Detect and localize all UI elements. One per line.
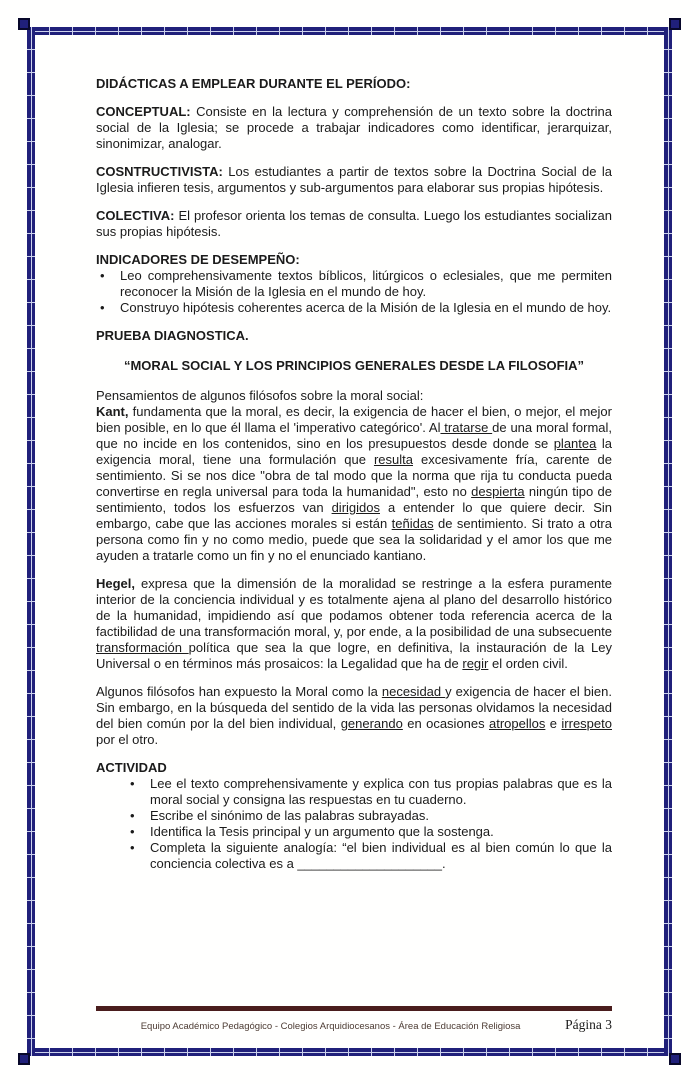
footer-credit: Equipo Académico Pedagógico - Colegios Arquidiocesanos - Área de Educación Religiosa — [140, 1021, 521, 1032]
text-segment: Algunos filósofos han expuesto la Moral como la — [96, 684, 382, 699]
text-segment: plantea — [553, 436, 597, 451]
text-segment: por el otro. — [96, 732, 159, 747]
text-segment: política que sea la que logre, en definitiva, la instauración de la Ley Universal o en términos más prosaicos: la Legalidad que ha de — [96, 640, 612, 671]
main-title: “MORAL SOCIAL Y LOS PRINCIPIOS GENERALES DESDE LA FILOSOFIA” — [123, 358, 585, 373]
text-segment: irrespeto — [561, 716, 612, 731]
text-segment: en ocasiones — [402, 716, 490, 731]
frame-corner-ornament — [669, 18, 681, 30]
text-segment: Construyo hipótesis coherentes acerca de la Misión de la Iglesia en el mundo de hoy. — [120, 300, 612, 315]
text-segment: de una moral formal, que no incide en los contenidos, sino en los presupuestos desde donde se — [96, 420, 612, 451]
text-segment: Hegel, — [96, 576, 136, 591]
page-number: Página 3 — [565, 1017, 612, 1032]
text-segment: dirigidos — [331, 500, 380, 515]
paragraph-constructivista — [96, 164, 612, 196]
text-segment: y exigencia de hacer el bien. Sin embargo, en la búsqueda del sentido de la vida las personas olvidamos la necesidad del bien común por la del bien individual, — [96, 684, 612, 731]
text-segment: Kant, — [96, 404, 129, 419]
section-heading-indicadores: INDICADORES DE DESEMPEÑO: — [96, 252, 300, 267]
text-segment: ningún tipo de sentimiento, todos los esfuerzos van — [96, 484, 612, 515]
list-item — [96, 824, 612, 840]
text-segment: el orden civil. — [488, 656, 568, 671]
list-item — [96, 808, 612, 824]
text-segment: El profesor orienta los temas de consulta. Luego los estudiantes socializan sus propias hipótesis. — [96, 208, 612, 239]
text-segment: Identifica la Tesis principal y un argumento que la sostenga. — [150, 824, 494, 839]
text-segment: CONCEPTUAL: — [96, 104, 197, 119]
text-segment: expresa que la dimensión de la moralidad se restringe a la esfera puramente interior de la conciencia individual y es totalmente ajena al plano del desarrollo histórico de la humanidad, impidiendo así que podamos obtener toda referencia acerca de la factibilidad de una transformación moral, y, por ende, a la posibilidad de una subsecuente — [96, 576, 612, 639]
text-segment: transformación — [96, 640, 189, 655]
text-segment: tratarse — [440, 420, 493, 435]
text-segment: necesidad — [381, 684, 446, 699]
frame-border-left — [27, 27, 35, 1056]
text-segment: la exigencia moral, tiene una formulación que — [96, 436, 612, 467]
text-segment: excesivamente fría, carente de sentimiento. Si se nos dice "obra de tal modo que la norma que rija tu conducta pueda convertirse en regla universal para toda la humanidad", esto no — [96, 452, 612, 499]
list-item — [96, 840, 612, 872]
text-segment: de sentimiento. Si trato a otra persona como fin y no como medio, puede que sea la solidaridad y el amor los que me ayuden a tratarle como un fin y no el enunciado kantiano. — [96, 516, 612, 563]
frame-border-bottom — [27, 1048, 672, 1056]
paragraph-colectiva — [96, 208, 612, 240]
paragraph-kant — [96, 404, 612, 564]
frame-border-top — [27, 27, 672, 35]
footer-row — [96, 1017, 612, 1033]
frame-corner-ornament — [18, 18, 30, 30]
text-segment: COLECTIVA: — [96, 208, 179, 223]
text-segment: resulta — [373, 452, 413, 467]
paragraph-algunos — [96, 684, 612, 748]
section-heading-prueba: PRUEBA DIAGNOSTICA. — [96, 328, 249, 343]
text-segment: regir — [462, 656, 489, 671]
text-segment: fundamenta que la moral, es decir, la exigencia de hacer el bien, o mejor, el mejor bien posible, en lo que él llama el 'imperativo categórico'. Al — [96, 404, 612, 435]
list-item — [96, 268, 612, 300]
indicadores-list — [96, 268, 612, 316]
text-segment: teñidas — [391, 516, 434, 531]
text-segment: Completa la siguiente analogía: “el bien individual es al bien común lo que la conciencia colectiva es a ____________________. — [150, 840, 612, 871]
text-segment: COSNTRUCTIVISTA: — [96, 164, 229, 179]
text-segment: despierta — [471, 484, 525, 499]
actividad-list — [96, 776, 612, 872]
page-content — [96, 76, 612, 884]
text-segment: generando — [340, 716, 403, 731]
footer-divider-bar — [96, 1006, 612, 1011]
text-segment: e — [545, 716, 562, 731]
frame-corner-ornament — [18, 1053, 30, 1065]
paragraph-conceptual — [96, 104, 612, 152]
text-segment: Leo comprehensivamente textos bíblicos, litúrgicos o eclesiales, que me permiten reconocer la Misión de la Iglesia en el mundo de hoy. — [120, 268, 612, 299]
text-segment: Escribe el sinónimo de las palabras subrayadas. — [150, 808, 429, 823]
text-segment: Lee el texto comprehensivamente y explica con tus propias palabras que es la moral social y consigna las respuestas en tu cuaderno. — [150, 776, 612, 807]
text-segment: atropellos — [489, 716, 546, 731]
frame-corner-ornament — [669, 1053, 681, 1065]
section-heading-didacticas: DIDÁCTICAS A EMPLEAR DURANTE EL PERÍODO: — [96, 76, 411, 91]
list-item — [96, 776, 612, 808]
text-segment: Consiste en la lectura y comprehensión de un texto sobre la doctrina social de la Iglesia; se procede a trabajar indicadores como identificar, jerarquizar, sinonimizar, analogar. — [96, 104, 612, 151]
text-segment: a entender lo que quiere decir. Sin embargo, cabe que las acciones morales si están — [96, 500, 613, 531]
text-segment: Los estudiantes a partir de textos sobre la Doctrina Social de la Iglesia infieren tesis, argumentos y sub-argumentos para elaborar sus propias hipótesis. — [96, 164, 613, 195]
list-item — [96, 300, 612, 316]
paragraph-hegel — [96, 576, 612, 672]
paragraph-pensamientos: Pensamientos de algunos filósofos sobre la moral social: — [96, 388, 424, 403]
section-heading-actividad: ACTIVIDAD — [96, 760, 167, 775]
page-footer — [96, 1006, 612, 1033]
frame-border-right — [664, 27, 672, 1056]
